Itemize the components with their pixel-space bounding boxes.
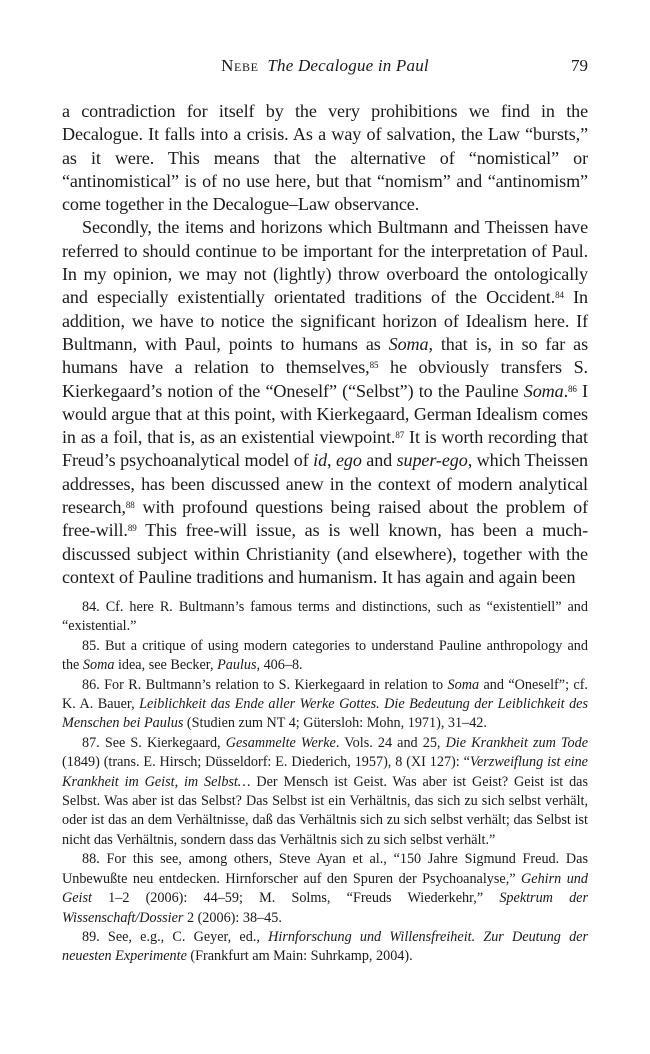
footnotes (62, 598, 588, 967)
italic-title: Gehirn und Geist (62, 870, 588, 907)
italic-term: Soma (447, 676, 480, 693)
footnote-86 (62, 676, 588, 734)
footnote-89 (62, 928, 588, 967)
text-run: It is worth recording that Freud’s psychoanalytical model of (62, 427, 588, 471)
footnote-84: 84. Cf. here R. Bultmann’s famous terms and distinctions, such as “existentiell” and “existential.” (62, 599, 588, 635)
italic-quote: Verzweiflung ist eine Krankheit im Geist, im Selbst… (62, 754, 588, 790)
text-run: (Frankfurt am Main: Suhrkamp, 2004). (186, 948, 413, 965)
main-text (62, 100, 588, 589)
text-run: , 406–8. (256, 657, 303, 674)
text-run: In addition, we have to notice the significant horizon of Idealism here. If Bultmann, with Paul, points to humans as (62, 287, 589, 354)
text-run: 88. For this see, among others, Steve Ayan et al., “150 Jahre Sigmund Freud. Das Unbewußte neu entdecken. Hirnforscher auf den Spuren der Psychoanalyse,” (62, 851, 588, 887)
text-run: 85. But a critique of using modern categories to understand Pauline anthropology and the (62, 637, 588, 674)
text-run: Secondly, the items and horizons which Bultmann and Theissen have referred to should continue to be important for the interpretation of Paul. In my opinion, we may not (lightly) throw overboard the ontologically and especially existentially orientated traditions of the Occident. (62, 217, 588, 308)
footnote-87 (62, 734, 588, 850)
italic-title: Gesammelte Werke (225, 734, 336, 751)
paragraph-secondly (62, 216, 588, 589)
page-number: 79 (571, 56, 588, 75)
text-run: I would argue that at this point, with Kierkegaard, German Idealism comes in as a foil, that is, as an existential viewpoint. (62, 380, 588, 448)
footnote-ref-84[interactable]: 84 (555, 290, 564, 301)
text-run: Der Mensch ist Geist. Was aber ist Geist? Geist ist das Selbst. Was aber ist das Selbst? Das Selbst ist ein Verhältnis, das sich zu sich selbst verhält, oder ist das an dem Verhältnisse, daß das Verhältnis sich zu sich selbst verhält; das Selbst ist nicht das Verhältnis, sondern dass das Verhältnis sich zu sich selbst verhält.” (62, 773, 588, 848)
running-header (0, 56, 650, 82)
text-run: 1–2 (2006): 44–59; M. Solms, “Freuds Wiederkehr,” (91, 890, 500, 907)
text-run: he obviously transfers S. Kierkegaard’s notion of the “Oneself” (“Selbst”) to the Pauline (62, 357, 588, 401)
italic-term: Soma (388, 333, 429, 354)
text-run: (1849) (trans. E. Hirsch; Düsseldorf: E. Diederich, 1957), 8 (XI 127): “ (62, 754, 470, 771)
italic-term: Soma (82, 657, 115, 674)
running-head-title: The Decalogue in Paul (267, 56, 429, 75)
text-run: , which Theissen addresses, has been discussed anew in the context of modern analytical research, (62, 450, 589, 518)
italic-term: id (313, 450, 328, 471)
text-run: , (327, 450, 336, 471)
text-run: and (361, 450, 397, 471)
text-run: idea, see Becker, (114, 657, 218, 674)
running-head-author: Nebe (221, 56, 259, 75)
italic-term: ego (335, 450, 362, 471)
text-run: with profound questions being raised about the problem of free-will. (62, 497, 588, 541)
text-run: , that is, in so far as humans have a relation to themselves, (62, 333, 589, 378)
footnote-ref-85[interactable]: 85 (369, 360, 379, 371)
text-run: . (563, 380, 568, 401)
text-run: (Studien zum NT 4; Gütersloh: Mohn, 1971), 31–42. (183, 715, 487, 732)
footnote-ref-86[interactable]: 86 (568, 383, 577, 394)
text-run: . Vols. 24 and 25, (335, 734, 446, 751)
footnote-88 (62, 850, 588, 928)
running-head (0, 56, 650, 76)
text-run: 86. For R. Bultmann’s relation to S. Kierkegaard in relation to (82, 676, 448, 693)
italic-title: Leiblichkeit das Ende aller Werke Gottes. Die Bedeutung der Leiblichkeit des Menschen bei Paulus (62, 696, 589, 732)
text-run: 87. See S. Kierkegaard, (82, 734, 226, 751)
footnote-85 (62, 637, 588, 676)
footnote-ref-88[interactable]: 88 (125, 500, 135, 511)
text-run: and “Oneself”; cf. K. A. Bauer, (62, 676, 588, 713)
text-run: This free-will issue, as is well known, has been a much-discussed subject within Christianity (and elsewhere), together with the context of Pauline traditions and humanism. It has again and again been (62, 520, 588, 587)
italic-title: Die Krankheit zum Tode (445, 734, 589, 751)
italic-title: Spektrum der Wissenschaft/Dossier (62, 890, 588, 926)
italic-term: Soma (523, 380, 564, 401)
paragraph-continuation: a contradiction for itself by the very prohibitions we find in the Decalogue. It falls into a crisis. As a way of salvation, the Law “bursts,” as it were. This means that the alternative of “nomistical” or “antinomistical” is of no use here, but that “nomism” and “antinomism” come together in the Decalogue–Law observance. (62, 101, 588, 215)
italic-title: Hirnforschung und Willensfreiheit. Zur Deutung der neuesten Experimente (62, 928, 588, 965)
footnote-ref-89[interactable]: 89 (127, 523, 137, 534)
text-run: 89. See, e.g., C. Geyer, ed., (82, 928, 269, 945)
text-run: 2 (2006): 38–45. (183, 909, 282, 926)
footnote-ref-87[interactable]: 87 (395, 430, 405, 441)
italic-title: Paulus (217, 657, 257, 674)
italic-term: super-ego (396, 450, 468, 471)
